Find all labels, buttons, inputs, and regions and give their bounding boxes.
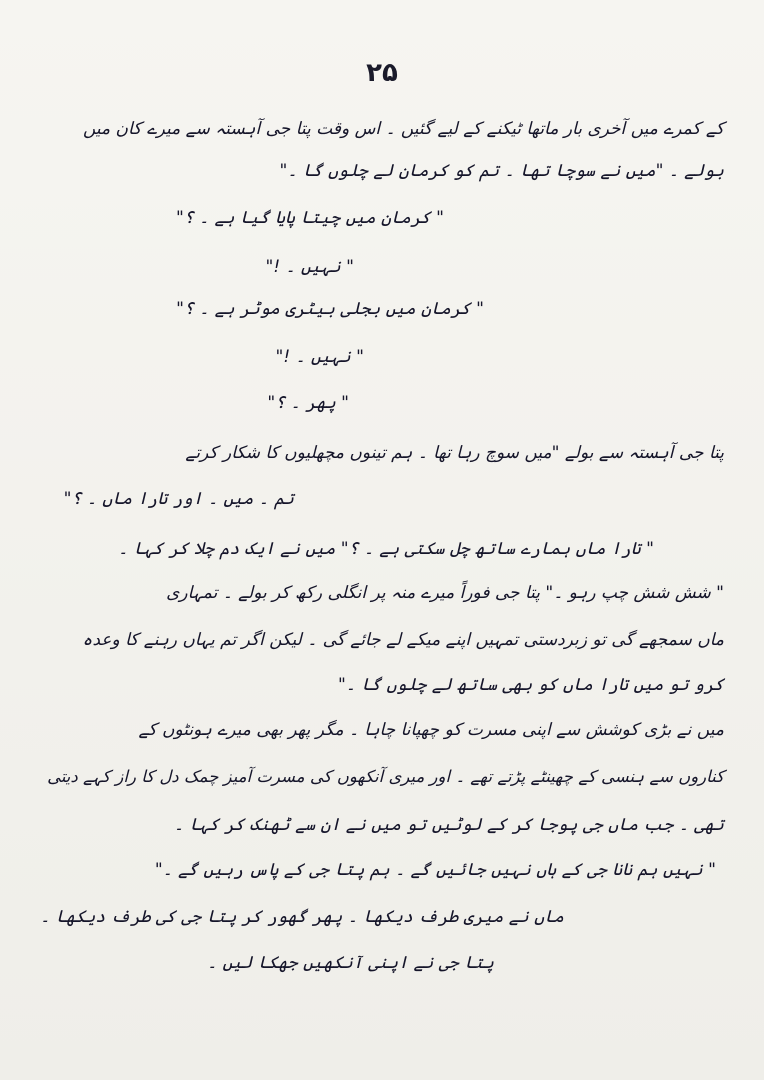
text-line: " نہیں ۔ !" [265,257,354,277]
text-line: پتا جی نے اپنی آنکھیں جھکا لیں ۔ [207,953,494,973]
page-number: ۲۵ [366,58,398,88]
text-line: بولے ۔ "میں نے سوچا تھا ۔ تم کو کرمان لے چلوں گا ۔" [279,161,724,181]
text-line: کناروں سے ہنسی کے چھینٹے پڑتے تھے ۔ اور میری آنکھوں کی مسرت آمیز چمک دل کا راز کہے دیتی [47,767,724,786]
text-line: کرو تو میں تارا ماں کو بھی ساتھ لے چلوں گا ۔" [337,675,724,695]
text-line: تم ۔ میں ۔ اور تارا ماں ۔ ؟" [63,489,294,509]
text-line: میں نے بڑی کوشش سے اپنی مسرت کو چھپانا چاہا ۔ مگر پھر بھی میرے ہونٹوں کے [138,720,724,740]
text-line: " شش شش چپ رہو ۔" پتا جی فوراً میرے منہ پر انگلی رکھ کر بولے ۔ تمہاری [166,583,724,603]
text-line: " کرمان میں بجلی بیٹری موٹر ہے ۔ ؟" [176,299,484,319]
text-line: تھی ۔ جب ماں جی پوجا کر کے لوٹیں تو میں نے ان سے ٹھنک کر کہا ۔ [173,815,724,835]
text-line: کے کمرے میں آخری بار ماتھا ٹیکنے کے لیے گئیں ۔ اس وقت پتا جی آہستہ سے میرے کان میں [82,119,724,139]
text-line: " نہیں ۔ !" [275,347,364,367]
text-line: " نہیں ہم نانا جی کے ہاں نہیں جائیں گے ۔ ہم پتا جی کے پاس رہیں گے ۔" [154,860,716,880]
text-line: پتا جی آہستہ سے بولے "میں سوچ رہا تھا ۔ ہم تینوں مچھلیوں کا شکار کرتے [185,443,724,463]
text-line: " تارا ماں ہمارے ساتھ چل سکتی ہے ۔ ؟" میں نے ایک دم چلا کر کہا ۔ [118,539,654,559]
text-line: ماں نے میری طرف دیکھا ۔ پھر گھور کر پتا جی کی طرف دیکھا ۔ [40,907,564,927]
text-line: " پھر ۔ ؟" [267,393,349,413]
text-line: " کرمان میں چیتا پایا گیا ہے ۔ ؟" [175,208,444,228]
text-line: ماں سمجھے گی تو زبردستی تمہیں اپنے میکے لے جائے گی ۔ لیکن اگر تم یہاں رہنے کا وعدہ [82,630,724,650]
